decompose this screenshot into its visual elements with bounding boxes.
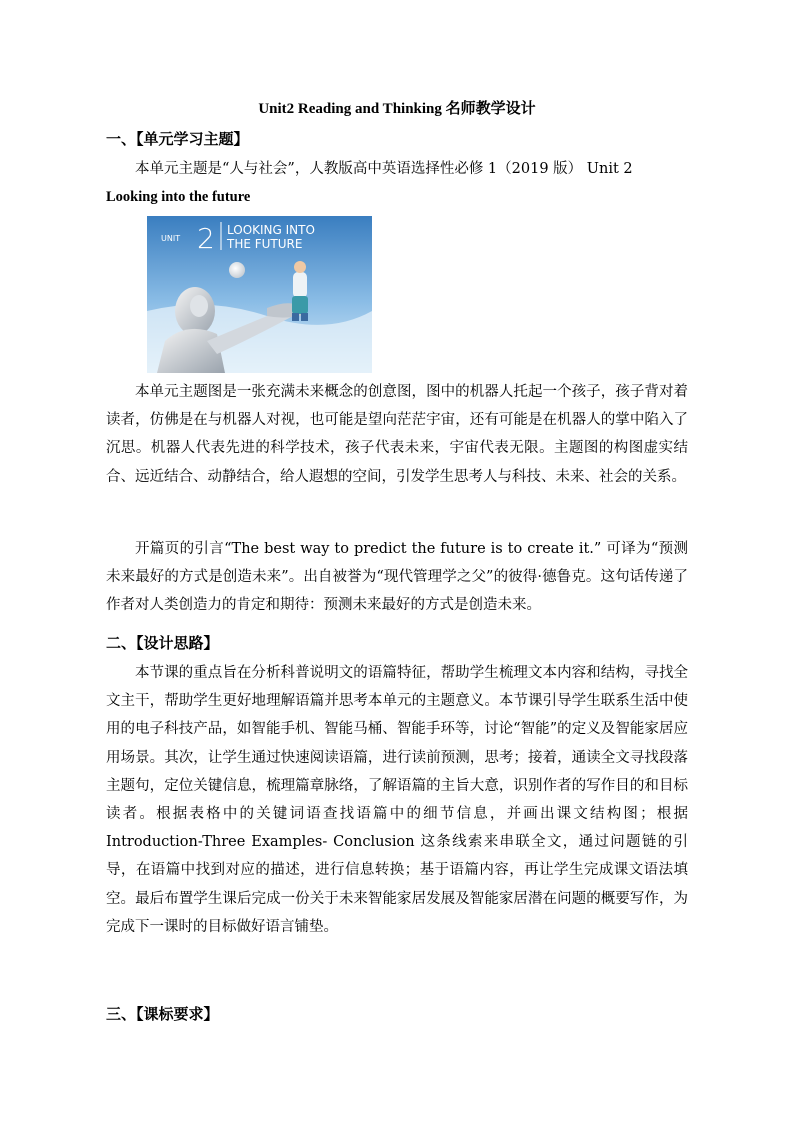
section-heading-curriculum: 三、【课标要求】 (106, 1007, 219, 1023)
moon-icon (229, 262, 245, 278)
hero-headline-line1: LOOKING INTO (227, 223, 315, 237)
section-heading-design: 二、【设计思路】 (106, 636, 219, 652)
intro-paragraph (106, 155, 688, 211)
hero-headline-line2: THE FUTURE (227, 237, 303, 251)
unit-number: 2 (197, 222, 215, 255)
design-paragraph: 本节课的重点旨在分析科普说明文的语篇特征，帮助学生梳理文本内容和结构，寻找全文主干，帮助学生更好地理解语篇并思考本单元的主题意义。本节课引导学生联系生活中使用的电子科技产品，如智能手机、智能马桶、智能手环等，讨论“智能”的定义及智能家居应用场景。其次，让学生通过快速阅读语篇，进行读前预测，思考；接着，通读全文寻找段落主题句，定位关键信息，梳理篇章脉络，了解语篇的主旨大意，识别作者的写作目的和目标读者。根据表格中的关键词语查找语篇中的细节信息，并画出课文结构图；根据 Introduction-Three Examples- Conclusion 这条线索来串联全文，通过问题链的引导，在语篇中找到对应的描述，进行信息转换；基于语篇内容，再让学生完成课文语法填空。最后布置学生课后完成一份关于未来智能家居发展及智能家居潜在问题的概要写作，为完成下一课时的目标做好语言铺垫。 (106, 665, 688, 935)
quote-paragraph: 开篇页的引言“The best way to predict the future is to create it.” 可译为“预测未来最好的方式是创造未来”。出自被誉为“现代管理学之父”的彼得·德鲁克。这句话传递了作者对人类创造力的肯定和期待：预测未来最好的方式是创造未来。 (106, 541, 688, 614)
section-heading-unit-theme: 一、【单元学习主题】 (106, 132, 249, 148)
intro-line-2: Looking into the future (106, 189, 251, 206)
unit-label: UNIT (161, 234, 181, 243)
robot-child-illustration (147, 216, 372, 373)
unit-hero-image (147, 216, 372, 373)
theme-image-paragraph: 本单元主题图是一张充满未来概念的创意图，图中的机器人托起一个孩子，孩子背对着读者，仿佛是在与机器人对视，也可能是望向茫茫宇宙，还有可能是在机器人的掌中陷入了沉思。机器人代表先进的科学技术，孩子代表未来，宇宙代表无限。主题图的构图虚实结合、远近结合、动静结合，给人遐想的空间，引发学生思考人与科技、未来、社会的关系。 (106, 384, 688, 485)
document-title: Unit2 Reading and Thinking 名师教学设计 (258, 101, 536, 117)
intro-line-1: 本单元主题是“人与社会”，人教版高中英语选择性必修 1（2019 版） Unit 2 (135, 161, 633, 177)
